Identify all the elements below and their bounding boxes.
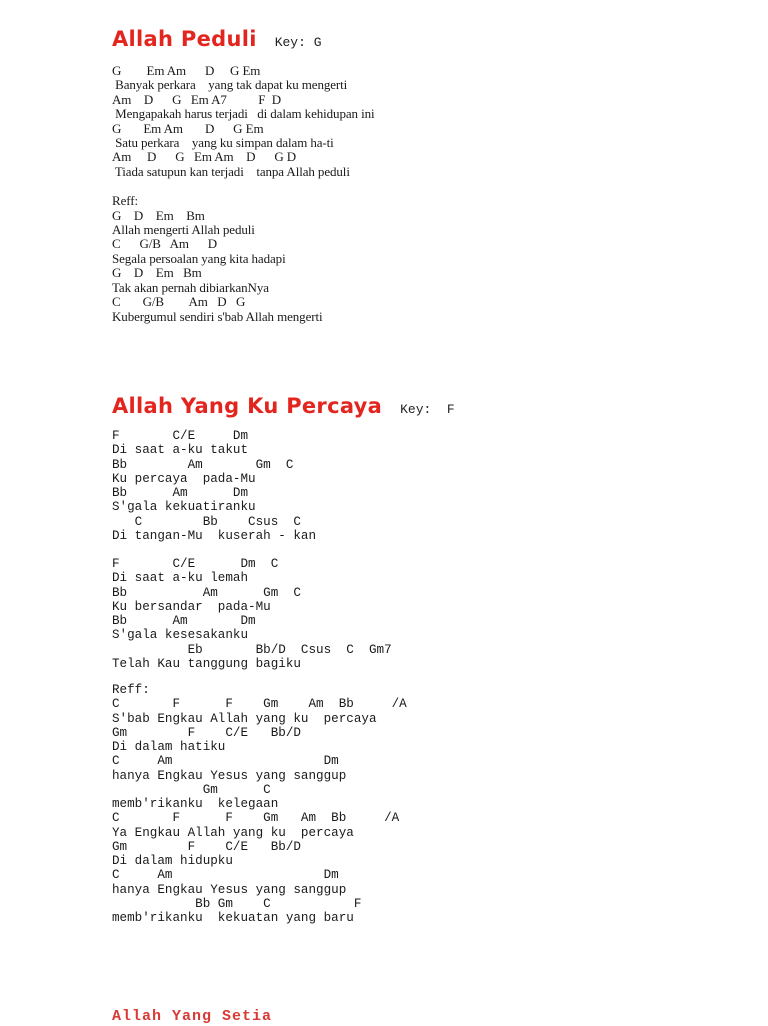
chord-line: C F F Gm Am Bb /A <box>112 811 400 826</box>
chord-line: C G/B Am D <box>112 236 218 252</box>
chord-line: C Bb Csus C <box>112 514 301 529</box>
chord-line: Bb Am Gm C <box>112 585 301 600</box>
song-verse-2-section <box>112 557 455 671</box>
lyric-line: Di dalam hidupku <box>112 854 233 868</box>
lyric-line: Kubergumul sendiri s'bab Allah mengerti <box>112 308 323 324</box>
song-title-row <box>112 394 455 419</box>
chord-line: F C/E Dm C <box>112 557 279 571</box>
lyric-line: Di saat a-ku lemah <box>112 571 249 586</box>
chord-line: Eb Bb/D Csus C Gm7 <box>112 642 392 657</box>
lyric-line: Tak akan pernah dibiarkanNya <box>112 279 269 295</box>
chord-line: Bb Am Gm C <box>112 457 294 472</box>
lyric-line: S'bab Engkau Allah yang ku percaya <box>112 711 377 726</box>
song-key-label: Key: F <box>400 402 455 417</box>
chord-line: Bb Am Dm <box>112 486 249 500</box>
chord-line: G D Em Bm <box>112 265 202 281</box>
lyric-line: Mengapakah harus terjadi di dalam kehidupan ini <box>112 106 375 122</box>
section-label: Reff: <box>112 683 150 697</box>
chord-line: C G/B Am D G <box>112 294 246 310</box>
chord-line: G Em Am D G Em <box>112 120 264 136</box>
chord-line: Gm F C/E Bb/D <box>112 725 301 740</box>
lyric-line: memb'rikanku kekuatan yang baru <box>112 911 354 925</box>
chord-line: Gm F C/E Bb/D <box>112 839 301 854</box>
lyric-line: hanya Engkau Yesus yang sanggup <box>112 768 347 783</box>
lyric-line: Di dalam hatiku <box>112 740 226 754</box>
lyric-line: Di saat a-ku takut <box>112 443 249 458</box>
song-verse-1-section <box>112 429 455 543</box>
chord-line: C Am Dm <box>112 754 339 769</box>
song-key-label: Key: G <box>274 35 322 50</box>
section-label: Reff: <box>112 193 138 209</box>
chord-line: Am D G Em A7 F D <box>112 91 282 107</box>
song-title: Allah Yang Setia <box>112 1008 273 1025</box>
lyric-line: memb'rikanku kelegaan <box>112 797 279 811</box>
chord-line: Gm C <box>112 782 271 797</box>
lyric-line: S'gala kesesakanku <box>112 628 249 643</box>
lyric-line: hanya Engkau Yesus yang sanggup <box>112 882 347 897</box>
song-title-row <box>112 27 375 52</box>
lyric-line: Ku bersandar pada-Mu <box>112 599 271 614</box>
chord-line: Bb Am Dm <box>112 614 256 628</box>
song-title: Allah Yang Ku Percaya <box>112 394 383 418</box>
song-title: Allah Peduli <box>112 27 257 51</box>
lyric-line: S'gala kekuatiranku <box>112 500 256 515</box>
lyric-line: Telah Kau tanggung bagiku <box>112 656 301 671</box>
chord-line: Bb Gm C F <box>112 896 362 911</box>
song-verse-section <box>112 64 375 179</box>
chord-line: G Em Am D G Em <box>112 63 261 78</box>
chord-line: Am D G Em Am D G D <box>112 149 297 165</box>
song-reff-section <box>112 194 375 324</box>
lyric-line: Ya Engkau Allah yang ku percaya <box>112 825 354 840</box>
lyric-line: Tiada satupun kan terjadi tanpa Allah peduli <box>112 163 350 179</box>
lyric-line: Allah mengerti Allah peduli <box>112 222 255 238</box>
song-allah-yang-setia <box>112 1007 272 1026</box>
lyric-line: Segala persoalan yang kita hadapi <box>112 250 286 266</box>
song-allah-peduli <box>112 27 375 324</box>
lyric-line: Di tangan-Mu kuserah - kan <box>112 528 317 543</box>
lyric-line: Satu perkara yang ku simpan dalam ha-ti <box>112 135 334 151</box>
chord-line: G D Em Bm <box>112 207 205 223</box>
lyric-line: Banyak perkara yang tak dapat ku mengerti <box>112 77 348 93</box>
song-reff-section <box>112 683 455 925</box>
song-allah-yang-ku-percaya <box>112 394 455 925</box>
chord-line: F C/E Dm <box>112 429 249 443</box>
chord-line: C Am Dm <box>112 868 339 883</box>
lyric-line: Ku percaya pada-Mu <box>112 471 256 486</box>
chord-line: C F F Gm Am Bb /A <box>112 697 407 712</box>
